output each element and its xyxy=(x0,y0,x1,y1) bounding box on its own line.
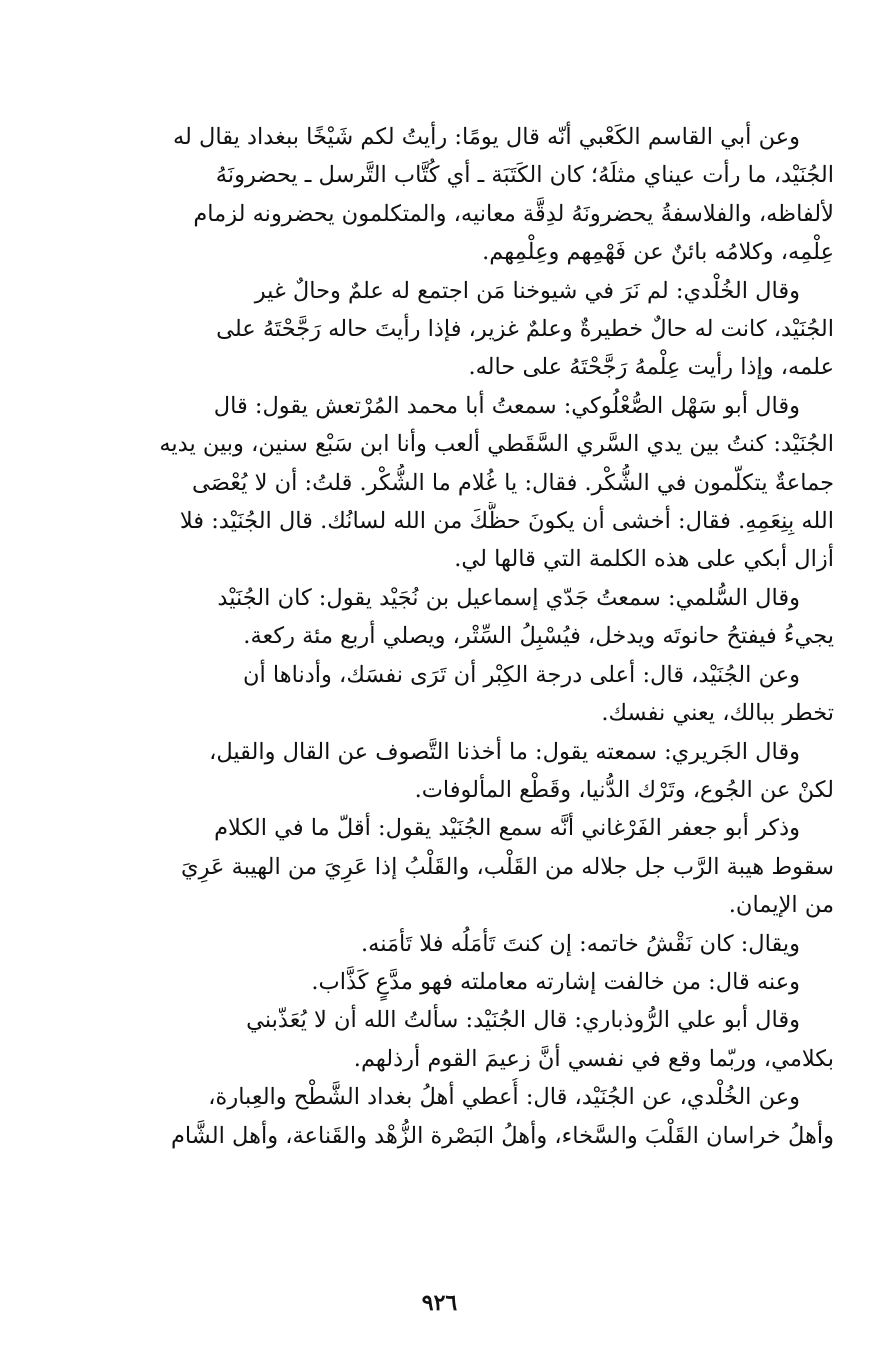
text-line: من الإيمان. xyxy=(728,892,834,919)
text-line: وعن الخُلْدي، عن الجُنَيْد، قال: أُعطي أهلُ بغداد الشَّطْح والعِبارة، xyxy=(208,1084,800,1111)
text-line: لكنْ عن الجُوع، وتَرْك الدُّنيا، وقَطْع المألوفات. xyxy=(414,776,834,803)
text-line: وقال أبو سَهْل الصُّعْلُوكي: سمعتُ أبا محمد المُرْتعش يقول: قال xyxy=(213,392,800,419)
text-line: علمه، وإذا رأيت عِلْمهُ رَجَّحْتَهُ على حاله. xyxy=(468,354,834,381)
text-line: جماعةٌ يتكلّمون في الشُّكْر. فقال: يا غُلام ما الشُّكْر. قلتُ: أن لا يُعْصَى xyxy=(192,469,834,496)
text-line: وذكر أبو جعفر الفَرْغاني أنَّه سمع الجُنَيْد يقول: أقلّ ما في الكلام xyxy=(214,815,800,842)
text-line: وأهلُ خراسان القَلْبَ والسَّخاء، وأهلُ البَصْرة الزُّهْد والقَناعة، وأهل الشَّام xyxy=(170,1122,834,1149)
text-line: عِلْمِه، وكلامُه بائنٌ عن فَهْمِهم وعِلْمِهم. xyxy=(482,239,834,266)
text-line: وقال السُّلمي: سمعتُ جَدّي إسماعيل بن نُجَيْد يقول: كان الجُنَيْد xyxy=(217,584,800,611)
page-number: ٩٢٦ xyxy=(421,1290,458,1316)
text-line: وقال الخُلْدي: لم نَرَ في شيوخنا مَن اجتمع له علمٌ وحالٌ غير xyxy=(254,277,800,304)
text-line: بكلامي، وربّما وقع في نفسي أنَّ زعيمَ القوم أرذلهم. xyxy=(353,1045,834,1072)
text-line: وقال أبو علي الرُّوذباري: قال الجُنَيْد: سألتُ الله أن لا يُعَذّبني xyxy=(246,1007,800,1034)
text-line: يجيءُ فيفتحُ حانوتَه ويدخل، فيُسْبِلُ السِّتْر، ويصلي أربع مئة ركعة. xyxy=(243,623,834,650)
page-body-text xyxy=(44,118,834,1155)
text-line: لألفاظه، والفلاسفةُ يحضرونَهُ لدِقَّة معانيه، والمتكلمون يحضرونه لزمام xyxy=(193,200,834,227)
text-line: ويقال: كان نَقْشُ خاتمه: إن كنتَ تَأمَلُه فلا تَأمَنه. xyxy=(360,930,800,957)
text-line: وعن الجُنَيْد، قال: أعلى درجة الكِبْر أن تَرَى نفسَك، وأدناها أن xyxy=(243,661,800,688)
text-line: الجُنَيْد، كانت له حالٌ خطيرةٌ وعلمٌ غزير، فإذا رأيتَ حاله رَجَّحْتَهُ على xyxy=(216,316,834,343)
text-line: الجُنَيْد: كنتُ بين يدي السَّري السَّقَطي ألعب وأنا ابن سَبْع سنين، وبين يديه xyxy=(159,431,834,458)
text-line: أزال أبكي على هذه الكلمة التي قالها لي. xyxy=(454,546,834,573)
text-line: وعنه قال: من خالفت إشارته معاملته فهو مدَّعٍ كَذَّاب. xyxy=(311,968,800,995)
text-line: الله بِنِعَمِهِ. فقال: أخشى أن يكونَ حظَّكَ من الله لسانُك. قال الجُنَيْد: فلا xyxy=(179,508,834,535)
text-line: وعن أبي القاسم الكَعْبي أنّه قال يومًا: رأيتُ لكم شَيْخًا ببغداد يقال له xyxy=(172,124,800,150)
text-line: تخطر ببالك، يعني نفسك. xyxy=(601,700,834,727)
text-line: وقال الجَريري: سمعته يقول: ما أخذنا التَّصوف عن القال والقيل، xyxy=(209,738,800,765)
text-line: سقوط هيبة الرَّب جل جلاله من القَلْب، والقَلْبُ إذا عَرِيَ من الهيبة عَرِيَ xyxy=(181,853,834,880)
text-line: الجُنَيْد، ما رأت عيناي مثلَهُ؛ كان الكَتَبَة ـ أي كُتَّاب التَّرسل ـ يحضرونَهُ xyxy=(215,162,834,189)
